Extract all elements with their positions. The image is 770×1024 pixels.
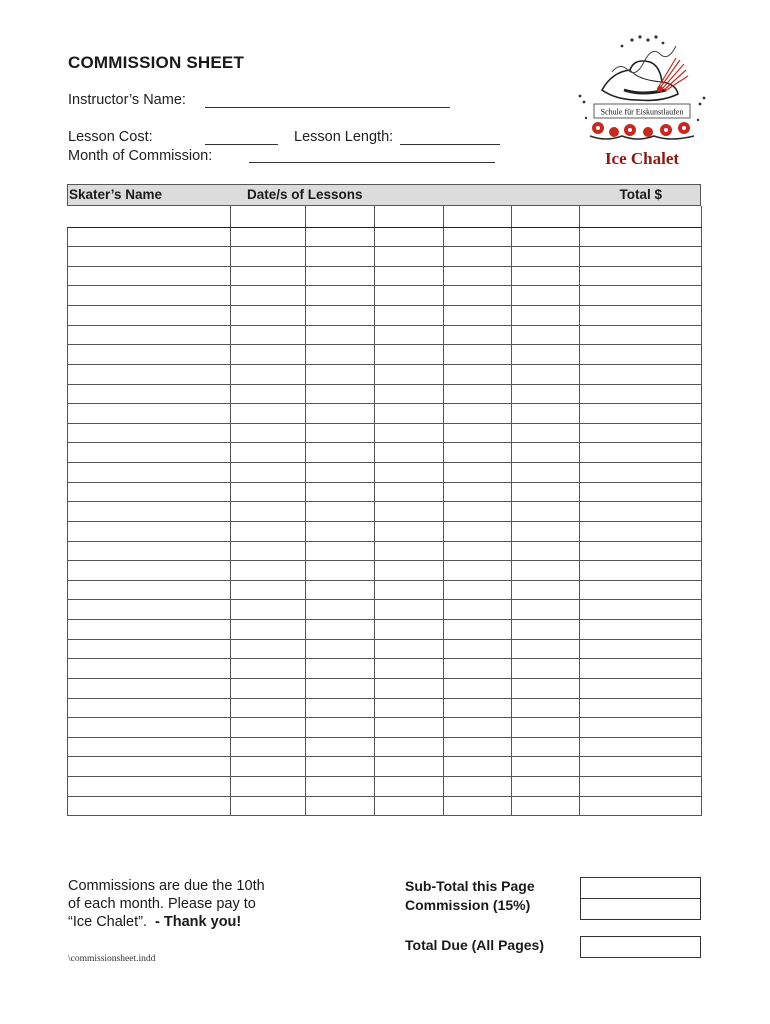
lesson-date-cell[interactable]: [444, 777, 512, 797]
table-row: [68, 227, 702, 247]
lesson-date-cell[interactable]: [306, 521, 375, 541]
total-cell[interactable]: [580, 698, 702, 718]
lesson-date-cell[interactable]: [231, 482, 306, 502]
total-cell[interactable]: [580, 404, 702, 424]
total-cell[interactable]: [580, 325, 702, 345]
lesson-date-cell[interactable]: [444, 796, 512, 816]
lesson-date-cell[interactable]: [306, 206, 375, 227]
table-row: [68, 404, 702, 424]
lesson-date-cell[interactable]: [512, 247, 580, 267]
ice-chalet-logo: [572, 32, 712, 172]
table-row: [68, 266, 702, 286]
table-row: [68, 306, 702, 326]
skater-name-cell[interactable]: [68, 561, 231, 581]
total-cell[interactable]: [580, 541, 702, 561]
lesson-date-cell[interactable]: [512, 521, 580, 541]
lesson-date-cell[interactable]: [444, 384, 512, 404]
lesson-date-cell[interactable]: [512, 364, 580, 384]
lesson-date-cell[interactable]: [306, 404, 375, 424]
total-cell[interactable]: [580, 737, 702, 757]
lesson-date-cell[interactable]: [306, 639, 375, 659]
total-cell[interactable]: [580, 639, 702, 659]
lesson-date-cell[interactable]: [444, 718, 512, 738]
lesson-date-cell[interactable]: [306, 423, 375, 443]
lesson-date-cell[interactable]: [444, 286, 512, 306]
instructor-name-label: Instructor’s Name:: [68, 92, 186, 108]
lesson-date-cell[interactable]: [375, 247, 444, 267]
lesson-date-cell[interactable]: [444, 698, 512, 718]
instructor-name-line[interactable]: [205, 107, 450, 108]
lesson-date-cell[interactable]: [512, 678, 580, 698]
page-title: COMMISSION SHEET: [68, 53, 245, 72]
lesson-date-cell[interactable]: [306, 364, 375, 384]
skater-name-cell[interactable]: [68, 206, 231, 227]
lesson-date-cell[interactable]: [375, 345, 444, 365]
table-row: [68, 364, 702, 384]
logo-tagline: Schule für Eiskunstlaufen: [600, 107, 684, 117]
payment-note-line3: “Ice Chalet”.: [68, 914, 147, 930]
table-header: [67, 184, 701, 206]
lesson-date-cell[interactable]: [231, 364, 306, 384]
total-cell[interactable]: [580, 659, 702, 679]
table-row: [68, 678, 702, 698]
lesson-date-cell[interactable]: [306, 796, 375, 816]
total-cell[interactable]: [580, 482, 702, 502]
total-cell[interactable]: [580, 502, 702, 522]
skater-name-cell[interactable]: [68, 247, 231, 267]
lesson-date-cell[interactable]: [306, 718, 375, 738]
lesson-date-cell[interactable]: [306, 698, 375, 718]
payment-note-line1: Commissions are due the 10th: [68, 878, 265, 894]
lesson-date-cell[interactable]: [444, 737, 512, 757]
lesson-date-cell[interactable]: [512, 541, 580, 561]
skater-name-cell[interactable]: [68, 541, 231, 561]
total-cell[interactable]: [580, 580, 702, 600]
payment-note-line2: of each month. Please pay to: [68, 896, 256, 912]
table-row: [68, 718, 702, 738]
lesson-date-cell[interactable]: [231, 541, 306, 561]
lesson-date-cell[interactable]: [444, 227, 512, 247]
lesson-date-cell[interactable]: [512, 463, 580, 483]
table-row: [68, 463, 702, 483]
lesson-date-cell[interactable]: [306, 325, 375, 345]
skater-name-cell[interactable]: [68, 521, 231, 541]
skater-name-cell[interactable]: [68, 796, 231, 816]
total-cell[interactable]: [580, 600, 702, 620]
lesson-date-cell[interactable]: [512, 443, 580, 463]
total-cell[interactable]: [580, 423, 702, 443]
table-row: [68, 777, 702, 797]
lesson-date-cell[interactable]: [375, 502, 444, 522]
lesson-date-cell[interactable]: [512, 206, 580, 227]
lesson-date-cell[interactable]: [306, 463, 375, 483]
table-row: [68, 639, 702, 659]
skater-name-cell[interactable]: [68, 698, 231, 718]
lesson-date-cell[interactable]: [512, 796, 580, 816]
lesson-date-cell[interactable]: [444, 306, 512, 326]
lesson-date-cell[interactable]: [306, 247, 375, 267]
lesson-date-cell[interactable]: [512, 482, 580, 502]
lesson-date-cell[interactable]: [512, 227, 580, 247]
lesson-date-cell[interactable]: [231, 206, 306, 227]
table-row: [68, 502, 702, 522]
month-of-commission-label: Month of Commission:: [68, 148, 213, 164]
lesson-date-cell[interactable]: [444, 580, 512, 600]
lesson-date-cell[interactable]: [231, 620, 306, 640]
total-cell[interactable]: [580, 620, 702, 640]
lesson-date-cell[interactable]: [512, 777, 580, 797]
total-due-box[interactable]: [580, 936, 701, 958]
payment-note: [68, 877, 308, 931]
lesson-date-cell[interactable]: [306, 777, 375, 797]
subtotal-label: Sub-Total this Page: [405, 878, 535, 894]
column-header-dates: Date/s of Lessons: [247, 187, 363, 202]
lesson-date-cell[interactable]: [375, 659, 444, 679]
lesson-date-cell[interactable]: [512, 600, 580, 620]
skater-name-cell[interactable]: [68, 580, 231, 600]
table-row: [68, 286, 702, 306]
lesson-date-cell[interactable]: [231, 600, 306, 620]
skater-name-cell[interactable]: [68, 443, 231, 463]
lesson-date-cell[interactable]: [231, 266, 306, 286]
total-due-label: Total Due (All Pages): [405, 937, 544, 953]
lesson-date-cell[interactable]: [512, 639, 580, 659]
lesson-date-cell[interactable]: [375, 227, 444, 247]
lesson-date-cell[interactable]: [231, 678, 306, 698]
lesson-date-cell[interactable]: [306, 737, 375, 757]
lesson-date-cell[interactable]: [444, 600, 512, 620]
lesson-date-cell[interactable]: [512, 325, 580, 345]
table-row: [68, 600, 702, 620]
table-row: [68, 698, 702, 718]
lesson-date-cell[interactable]: [444, 757, 512, 777]
lesson-date-cell[interactable]: [444, 266, 512, 286]
total-cell[interactable]: [580, 718, 702, 738]
lesson-date-cell[interactable]: [306, 384, 375, 404]
table-row: [68, 757, 702, 777]
lesson-date-cell[interactable]: [512, 580, 580, 600]
skater-name-cell[interactable]: [68, 639, 231, 659]
lesson-date-cell[interactable]: [375, 423, 444, 443]
skater-name-cell[interactable]: [68, 423, 231, 443]
lesson-date-cell[interactable]: [306, 541, 375, 561]
lesson-date-cell[interactable]: [306, 443, 375, 463]
lesson-date-cell[interactable]: [306, 286, 375, 306]
table-row: [68, 423, 702, 443]
skater-name-cell[interactable]: [68, 718, 231, 738]
table-row: [68, 345, 702, 365]
lesson-date-cell[interactable]: [231, 502, 306, 522]
logo-name: Ice Chalet: [604, 149, 680, 168]
skater-name-cell[interactable]: [68, 325, 231, 345]
skater-name-cell[interactable]: [68, 482, 231, 502]
table-row: [68, 384, 702, 404]
lesson-date-cell[interactable]: [231, 639, 306, 659]
lesson-date-cell[interactable]: [231, 521, 306, 541]
lesson-date-cell[interactable]: [512, 286, 580, 306]
lesson-cost-line[interactable]: [205, 144, 278, 145]
skater-name-cell[interactable]: [68, 678, 231, 698]
skater-name-cell[interactable]: [68, 620, 231, 640]
lesson-date-cell[interactable]: [444, 561, 512, 581]
lesson-date-cell[interactable]: [375, 639, 444, 659]
skater-name-cell[interactable]: [68, 600, 231, 620]
lesson-date-cell[interactable]: [512, 718, 580, 738]
lesson-date-cell[interactable]: [231, 796, 306, 816]
total-cell[interactable]: [580, 757, 702, 777]
lesson-date-cell[interactable]: [375, 678, 444, 698]
lesson-date-cell[interactable]: [375, 463, 444, 483]
lesson-date-cell[interactable]: [231, 286, 306, 306]
lesson-date-cell[interactable]: [512, 659, 580, 679]
lesson-length-label: Lesson Length:: [294, 129, 394, 145]
lesson-date-cell[interactable]: [375, 206, 444, 227]
table-row: [68, 737, 702, 757]
lesson-date-cell[interactable]: [444, 423, 512, 443]
skater-name-cell[interactable]: [68, 777, 231, 797]
lesson-date-cell[interactable]: [231, 404, 306, 424]
lesson-date-cell[interactable]: [231, 443, 306, 463]
lesson-date-cell[interactable]: [375, 796, 444, 816]
lesson-date-cell[interactable]: [231, 384, 306, 404]
lesson-date-cell[interactable]: [512, 345, 580, 365]
lesson-date-cell[interactable]: [375, 325, 444, 345]
lesson-date-cell[interactable]: [512, 306, 580, 326]
lesson-date-cell[interactable]: [231, 757, 306, 777]
lesson-date-cell[interactable]: [306, 266, 375, 286]
lesson-date-cell[interactable]: [512, 737, 580, 757]
lesson-date-cell[interactable]: [375, 266, 444, 286]
total-cell[interactable]: [580, 206, 702, 227]
lesson-date-cell[interactable]: [375, 561, 444, 581]
lesson-date-cell[interactable]: [231, 227, 306, 247]
month-of-commission-line[interactable]: [249, 162, 495, 163]
lesson-date-cell[interactable]: [231, 345, 306, 365]
total-cell[interactable]: [580, 345, 702, 365]
lesson-date-cell[interactable]: [231, 306, 306, 326]
lesson-date-cell[interactable]: [306, 345, 375, 365]
lesson-date-cell[interactable]: [444, 521, 512, 541]
lesson-date-cell[interactable]: [444, 482, 512, 502]
lesson-date-cell[interactable]: [306, 502, 375, 522]
lesson-date-cell[interactable]: [512, 698, 580, 718]
file-name-footer: \commissionsheet.indd: [68, 954, 156, 964]
total-cell[interactable]: [580, 227, 702, 247]
lesson-date-cell[interactable]: [444, 443, 512, 463]
skater-name-cell[interactable]: [68, 737, 231, 757]
lesson-date-cell[interactable]: [375, 306, 444, 326]
lesson-date-cell[interactable]: [231, 698, 306, 718]
lesson-date-cell[interactable]: [375, 718, 444, 738]
lesson-date-cell[interactable]: [444, 325, 512, 345]
total-cell[interactable]: [580, 286, 702, 306]
lesson-date-cell[interactable]: [512, 266, 580, 286]
lesson-date-cell[interactable]: [231, 247, 306, 267]
lesson-date-cell[interactable]: [512, 404, 580, 424]
lesson-date-cell[interactable]: [444, 502, 512, 522]
lesson-cost-label: Lesson Cost:: [68, 129, 153, 145]
lesson-date-cell[interactable]: [444, 463, 512, 483]
commission-box[interactable]: [580, 898, 701, 920]
lesson-date-cell[interactable]: [512, 561, 580, 581]
lesson-date-cell[interactable]: [444, 639, 512, 659]
lesson-date-cell[interactable]: [444, 659, 512, 679]
lesson-date-cell[interactable]: [375, 541, 444, 561]
lesson-date-cell[interactable]: [375, 737, 444, 757]
lesson-date-cell[interactable]: [375, 384, 444, 404]
lesson-date-cell[interactable]: [306, 620, 375, 640]
table-row: [68, 620, 702, 640]
table-row: [68, 443, 702, 463]
lesson-date-cell[interactable]: [231, 777, 306, 797]
lesson-date-cell[interactable]: [444, 364, 512, 384]
skater-name-cell[interactable]: [68, 463, 231, 483]
lesson-date-cell[interactable]: [306, 482, 375, 502]
lesson-date-cell[interactable]: [306, 227, 375, 247]
lesson-date-cell[interactable]: [375, 698, 444, 718]
table-row: [68, 796, 702, 816]
lesson-date-cell[interactable]: [512, 384, 580, 404]
total-cell[interactable]: [580, 561, 702, 581]
subtotal-box[interactable]: [580, 877, 701, 899]
table-row: [68, 325, 702, 345]
ice-chalet-logo-icon: [572, 32, 712, 172]
table-row: [68, 206, 702, 227]
total-cell[interactable]: [580, 364, 702, 384]
lesson-date-cell[interactable]: [375, 620, 444, 640]
total-cell[interactable]: [580, 521, 702, 541]
lesson-date-cell[interactable]: [375, 521, 444, 541]
skater-name-cell[interactable]: [68, 345, 231, 365]
total-cell[interactable]: [580, 796, 702, 816]
total-cell[interactable]: [580, 247, 702, 267]
thank-you-text: - Thank you!: [155, 914, 242, 930]
skater-name-cell[interactable]: [68, 659, 231, 679]
lesson-length-line[interactable]: [400, 144, 500, 145]
table-row: [68, 521, 702, 541]
lesson-date-cell[interactable]: [306, 306, 375, 326]
lesson-date-cell[interactable]: [444, 206, 512, 227]
lesson-date-cell[interactable]: [375, 777, 444, 797]
table-row: [68, 247, 702, 267]
lesson-date-cell[interactable]: [375, 600, 444, 620]
table-row: [68, 659, 702, 679]
skater-name-cell[interactable]: [68, 502, 231, 522]
skater-name-cell[interactable]: [68, 286, 231, 306]
lesson-date-cell[interactable]: [444, 247, 512, 267]
lesson-date-cell[interactable]: [375, 364, 444, 384]
total-cell[interactable]: [580, 777, 702, 797]
lesson-date-cell[interactable]: [375, 286, 444, 306]
lesson-date-cell[interactable]: [231, 580, 306, 600]
table-row: [68, 541, 702, 561]
lesson-date-cell[interactable]: [444, 620, 512, 640]
lesson-date-cell[interactable]: [512, 620, 580, 640]
lesson-date-cell[interactable]: [231, 659, 306, 679]
lesson-date-cell[interactable]: [231, 737, 306, 757]
commission-table: [67, 206, 702, 816]
table-row: [68, 580, 702, 600]
lesson-date-cell[interactable]: [444, 404, 512, 424]
lesson-date-cell[interactable]: [512, 423, 580, 443]
lesson-date-cell[interactable]: [375, 404, 444, 424]
skater-name-cell[interactable]: [68, 404, 231, 424]
lesson-date-cell[interactable]: [444, 678, 512, 698]
lesson-date-cell[interactable]: [231, 463, 306, 483]
table-row: [68, 482, 702, 502]
lesson-date-cell[interactable]: [375, 580, 444, 600]
lesson-date-cell[interactable]: [444, 345, 512, 365]
column-header-skater-name: Skater’s Name: [69, 187, 163, 202]
lesson-date-cell[interactable]: [375, 443, 444, 463]
lesson-date-cell[interactable]: [231, 718, 306, 738]
lesson-date-cell[interactable]: [512, 502, 580, 522]
commission-label: Commission (15%): [405, 897, 531, 913]
total-cell[interactable]: [580, 678, 702, 698]
lesson-date-cell[interactable]: [231, 325, 306, 345]
table-row: [68, 561, 702, 581]
skater-name-cell[interactable]: [68, 384, 231, 404]
lesson-date-cell[interactable]: [306, 659, 375, 679]
lesson-date-cell[interactable]: [306, 580, 375, 600]
lesson-date-cell[interactable]: [306, 757, 375, 777]
total-cell[interactable]: [580, 384, 702, 404]
total-cell[interactable]: [580, 463, 702, 483]
total-cell[interactable]: [580, 306, 702, 326]
total-cell[interactable]: [580, 266, 702, 286]
lesson-date-cell[interactable]: [512, 757, 580, 777]
total-cell[interactable]: [580, 443, 702, 463]
skater-name-cell[interactable]: [68, 757, 231, 777]
lesson-date-cell[interactable]: [231, 423, 306, 443]
lesson-date-cell[interactable]: [306, 600, 375, 620]
lesson-date-cell[interactable]: [444, 541, 512, 561]
lesson-date-cell[interactable]: [375, 482, 444, 502]
skater-name-cell[interactable]: [68, 227, 231, 247]
lesson-date-cell[interactable]: [306, 561, 375, 581]
skater-name-cell[interactable]: [68, 306, 231, 326]
skater-name-cell[interactable]: [68, 364, 231, 384]
lesson-date-cell[interactable]: [231, 561, 306, 581]
lesson-date-cell[interactable]: [306, 678, 375, 698]
column-header-total: Total $: [619, 187, 662, 202]
skater-name-cell[interactable]: [68, 266, 231, 286]
lesson-date-cell[interactable]: [375, 757, 444, 777]
